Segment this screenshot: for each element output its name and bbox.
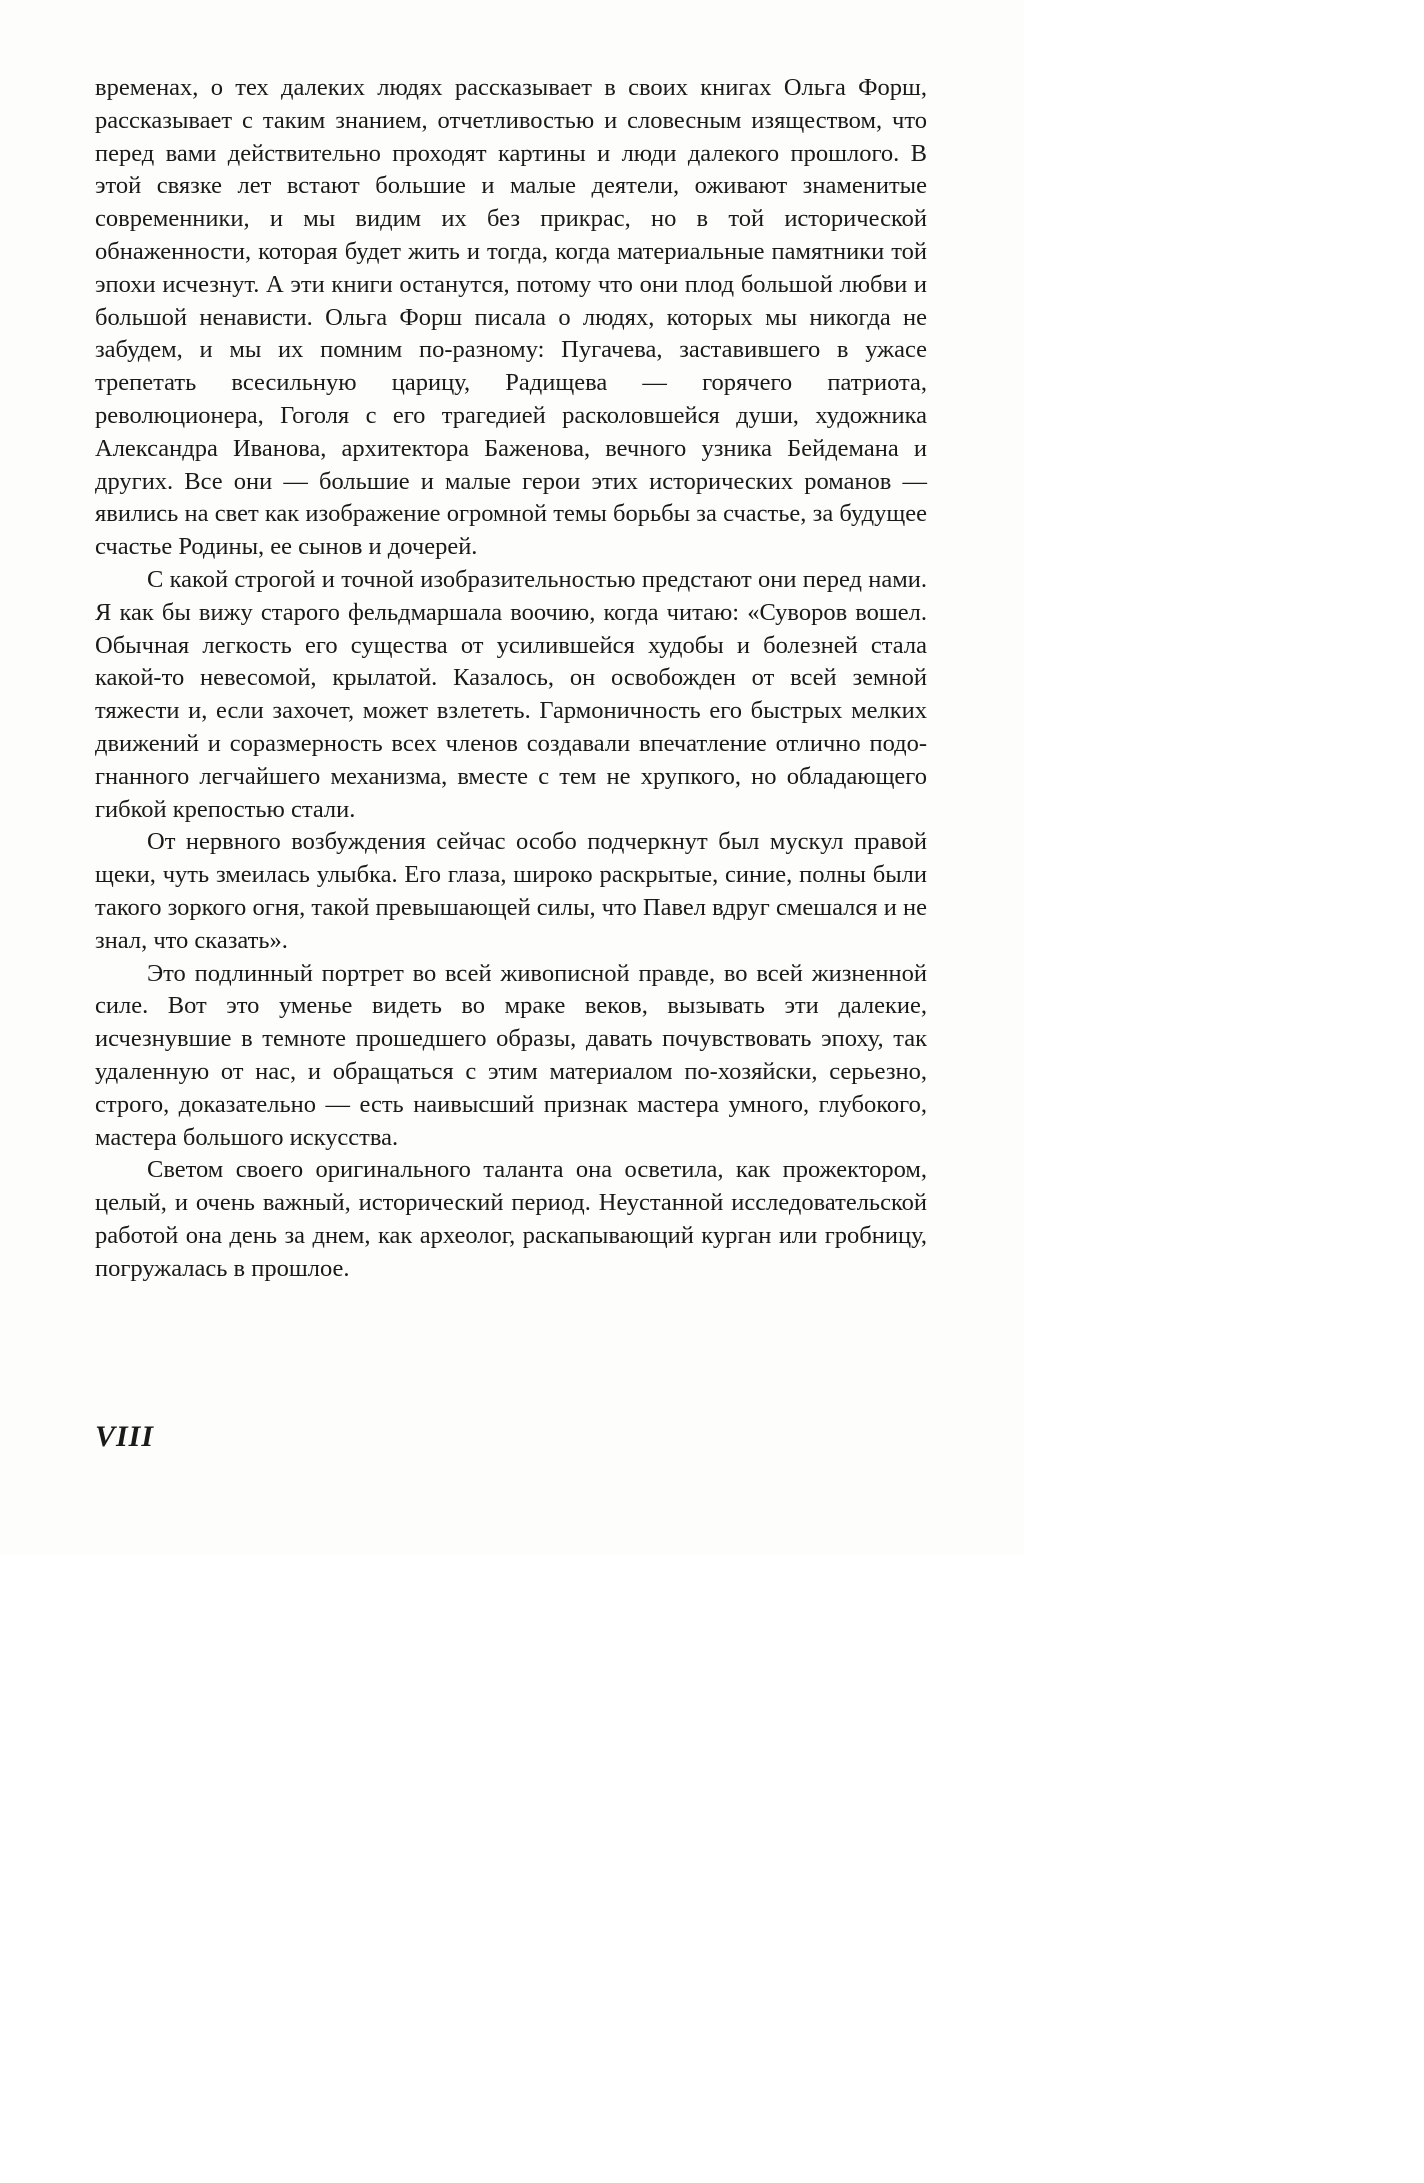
page-number: VIII bbox=[95, 1420, 155, 1453]
paragraph-suvorov-portrait: С какой строгой и точной изобразительностью предстают они перед нами. Я как бы вижу старого фельдмаршала воочию, когда читаю: «Суворов вошел. Обычная легкость его существа от усилившейся худобы и болезней стала какой-то невесомой, крылатой. Казалось, он освобожден от всей земной тяжести и, если захочет, может взлететь. Гармоничность его быстрых мелких движений и соразмерность всех членов создавали впечатление отлично подогнанного легчайшего механизма, вместе с тем не хрупкого, но обладающего гибкой крепостью стали. bbox=[95, 565, 927, 823]
paragraph-genuine-portrait: Это подлинный портрет во всей живописной правде, во всей жизненной силе. Вот это уменье видеть во мраке веков, вызывать эти далекие, исчезнувшие в темноте прошедшего образы, давать почувствовать эпоху, так удаленную от нас, и обращаться с этим материалом по-хозяйски, серьезно, строго, доказательно — есть наивысший признак мастера умного, глубокого, мастера большого искусства. bbox=[95, 959, 927, 1151]
paragraph-nervous-excitement: От нервного возбуждения сейчас особо подчеркнут был мускул правой щеки, чуть змеилась улыбка. Его глаза, широко раскрытые, синие, полны были такого зоркого огня, такой превышающей силы, что Павел вдруг смешался и не знал, что сказать». bbox=[95, 828, 927, 954]
paragraph-continuation: временах, о тех далеких людях рассказывает в своих книгах Ольга Форш, рассказывает с таким знанием, отчетливостью и словесным изяществом, что перед вами действительно проходят картины и люди далекого прошлого. В этой связке лет встают большие и малые деятели, оживают знаменитые современники, и мы видим их без прикрас, но в той исторической обнаженности, которая будет жить и тогда, когда материальные памятники той эпохи исчезнут. А эти книги останутся, потому что они плод большой любви и большой ненависти. Ольга Форш писала о людях, которых мы никогда не забудем, и мы их помним по-разному: Пугачева, заставившего в ужасе трепетать всесильную царицу, Радищева — горячего патриота, революционера, Гоголя с его трагедией расколовшейся души, художника Александра Иванова, архитектора Баженова, вечного узника Бейдемана и других. Все они — большие и малые герои этих исторических романов — явились на свет как изображение огромной темы борьбы за счастье, за будущее счастье Родины, ее сынов и дочерей. bbox=[95, 74, 927, 561]
paragraph-talent-light: Светом своего оригинального таланта она осветила, как прожектором, целый, и очень важный, исторический период. Неустанной исследовательской работой она день за днем, как археолог, раскапывающий курган или гробницу, погружалась в прошлое. bbox=[95, 1156, 927, 1282]
body-text bbox=[95, 72, 927, 1285]
